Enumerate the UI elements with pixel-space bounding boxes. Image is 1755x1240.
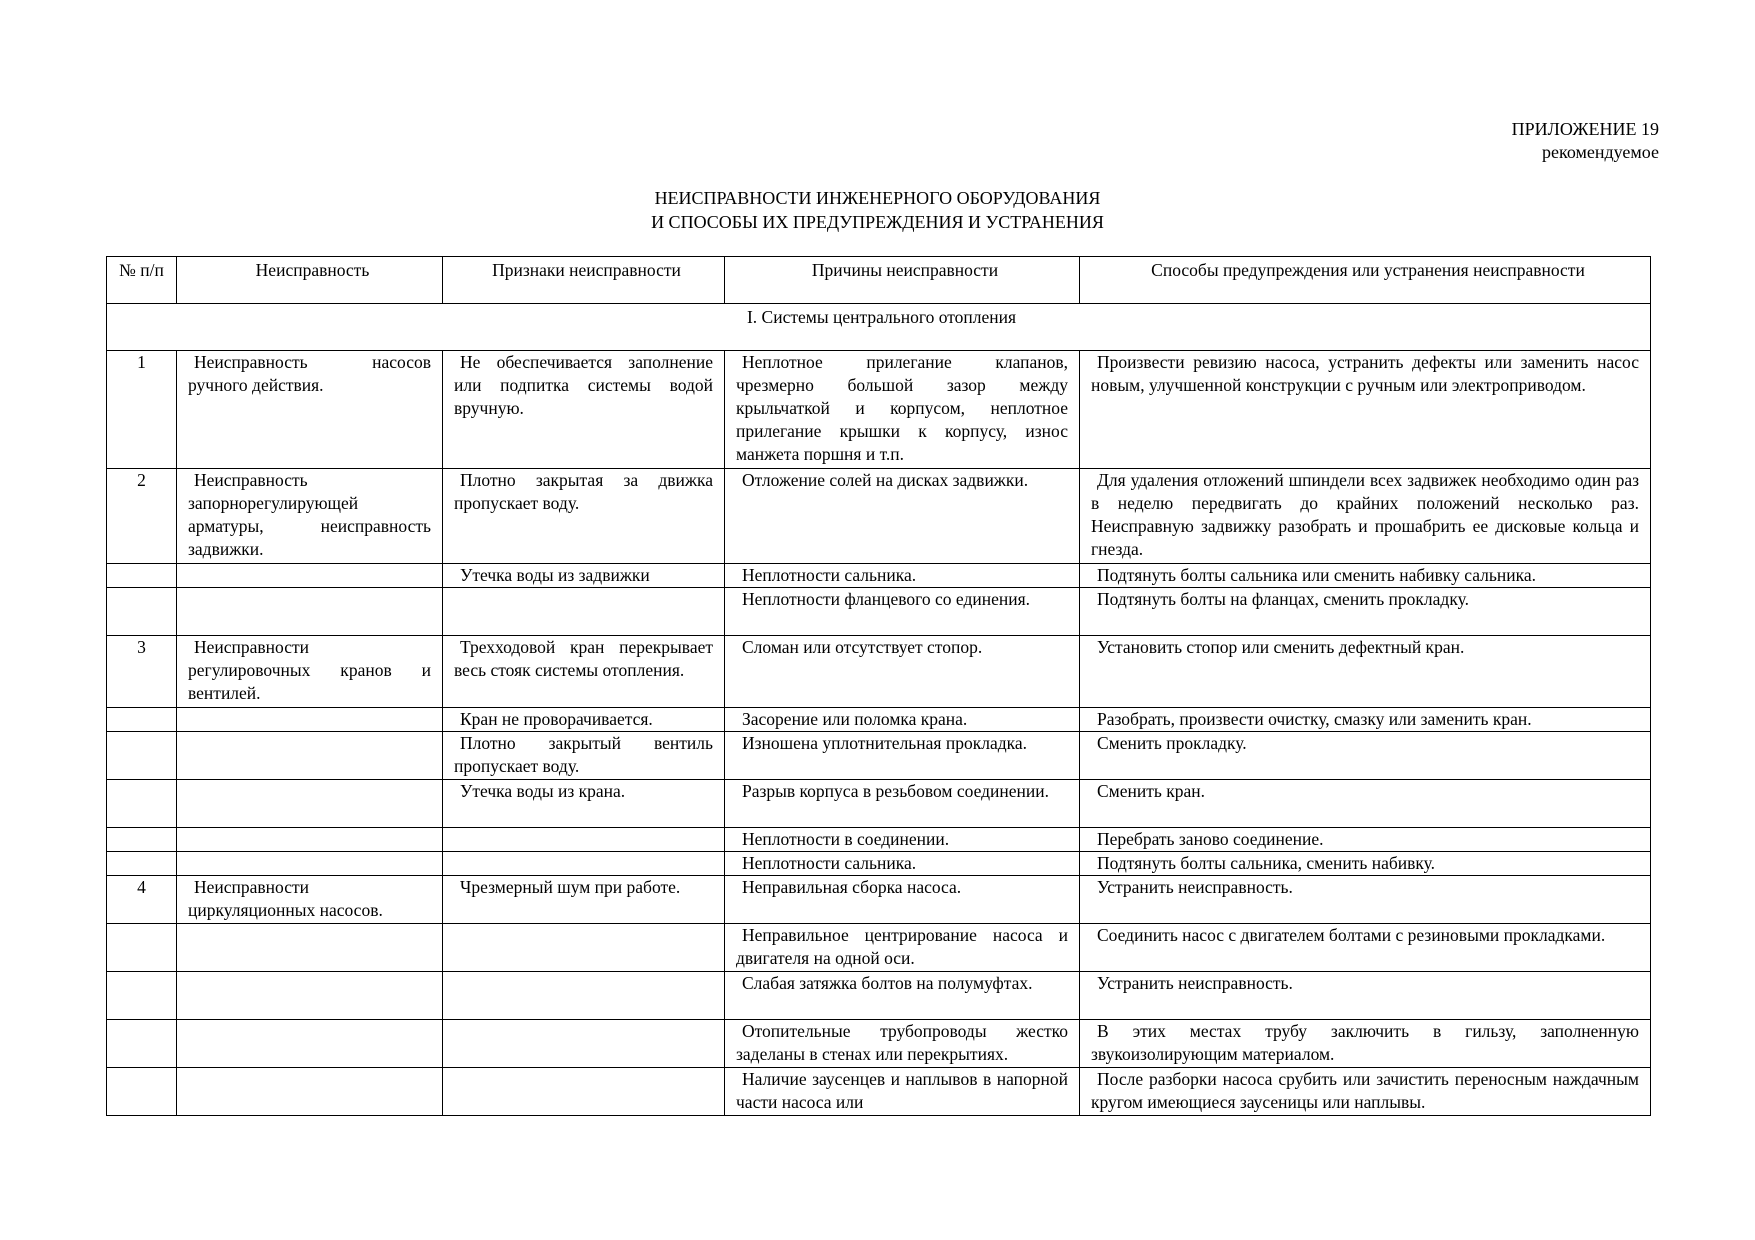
row-num: [107, 708, 177, 732]
table-row: [107, 564, 1651, 588]
header-fault: Неисправность: [177, 257, 443, 304]
row-remedy: Устранить неисправность.: [1080, 876, 1651, 924]
table-row: [107, 708, 1651, 732]
row-fault: [177, 588, 443, 636]
row-fault: Неисправности регулировочных кранов и вентилей.: [177, 636, 443, 708]
table-row: [107, 876, 1651, 924]
row-remedy: Разобрать, произвести очистку, смазку или заменить кран.: [1080, 708, 1651, 732]
row-fault: [177, 1068, 443, 1116]
row-fault: [177, 780, 443, 828]
row-signs: Чрезмерный шум при работе.: [443, 876, 725, 924]
row-remedy: Подтянуть болты на фланцах, сменить прокладку.: [1080, 588, 1651, 636]
row-remedy: Перебрать заново соединение.: [1080, 828, 1651, 852]
row-cause: Неправильное центрирование насоса и двигателя на одной оси.: [725, 924, 1080, 972]
row-num: [107, 972, 177, 1020]
row-signs: [443, 828, 725, 852]
table-row: [107, 588, 1651, 636]
row-cause: Неплотное прилегание клапанов, чрезмерно большой зазор между крыльчаткой и корпусом, неплотное прилегание крышки к корпусу, износ манжета поршня и т.п.: [725, 351, 1080, 469]
row-fault: [177, 924, 443, 972]
row-fault: [177, 708, 443, 732]
table-row: [107, 972, 1651, 1020]
row-remedy: После разборки насоса срубить или зачистить переносным наждачным кругом имеющиеся заусеницы или наплывы.: [1080, 1068, 1651, 1116]
row-num: [107, 732, 177, 780]
row-signs: [443, 924, 725, 972]
table-row: [107, 732, 1651, 780]
row-cause: Неплотности фланцевого со единения.: [725, 588, 1080, 636]
row-cause: Неплотности сальника.: [725, 564, 1080, 588]
row-fault: [177, 564, 443, 588]
header-signs: Признаки неисправности: [443, 257, 725, 304]
table-row: [107, 780, 1651, 828]
row-cause: Изношена уплотнительная прокладка.: [725, 732, 1080, 780]
table-row: [107, 924, 1651, 972]
row-remedy: Для удаления отложений шпиндели всех задвижек необходимо один раз в неделю передвигать до крайних положений несколько раз. Неисправную задвижку разобрать и прошабрить ее дисковые кольца и гнезда.: [1080, 469, 1651, 564]
row-num: [107, 780, 177, 828]
table-row: [107, 1068, 1651, 1116]
row-signs: Не обеспечивается заполнение или подпитка системы водой вручную.: [443, 351, 725, 469]
row-fault: [177, 732, 443, 780]
row-fault: Неисправность насосов ручного действия.: [177, 351, 443, 469]
header-num: № п/п: [107, 257, 177, 304]
row-remedy: Сменить кран.: [1080, 780, 1651, 828]
row-num: [107, 564, 177, 588]
row-signs: Кран не проворачивается.: [443, 708, 725, 732]
appendix-status: рекомендуемое: [1542, 142, 1659, 162]
row-cause: Отложение солей на дисках задвижки.: [725, 469, 1080, 564]
row-num: 4: [107, 876, 177, 924]
table-row: [107, 636, 1651, 708]
row-remedy: Устранить неисправность.: [1080, 972, 1651, 1020]
row-cause: Сломан или отсутствует стопор.: [725, 636, 1080, 708]
row-num: [107, 1068, 177, 1116]
row-remedy: Произвести ревизию насоса, устранить дефекты или заменить насос новым, улучшенной конструкции с ручным или электроприводом.: [1080, 351, 1651, 469]
row-signs: Плотно закрытый вентиль пропускает воду.: [443, 732, 725, 780]
faults-table: [106, 256, 1651, 1116]
row-signs: [443, 1068, 725, 1116]
title-line-2: И СПОСОБЫ ИХ ПРЕДУПРЕЖДЕНИЯ И УСТРАНЕНИЯ: [651, 212, 1104, 232]
row-num: [107, 588, 177, 636]
row-signs: Утечка воды из крана.: [443, 780, 725, 828]
row-cause: Неправильная сборка насоса.: [725, 876, 1080, 924]
row-cause: Неплотности сальника.: [725, 852, 1080, 876]
row-signs: [443, 1020, 725, 1068]
row-remedy: Подтянуть болты сальника, сменить набивку.: [1080, 852, 1651, 876]
row-num: 1: [107, 351, 177, 469]
row-fault: [177, 828, 443, 852]
appendix-header: [1512, 118, 1659, 164]
header-remedies: Способы предупреждения или устранения неисправности: [1080, 257, 1651, 304]
row-signs: Трехходовой кран перекрывает весь стояк системы отопления.: [443, 636, 725, 708]
appendix-label: ПРИЛОЖЕНИЕ 19: [1511, 119, 1659, 139]
row-remedy: Сменить прокладку.: [1080, 732, 1651, 780]
row-fault: [177, 972, 443, 1020]
table-row: [107, 828, 1651, 852]
row-num: [107, 1020, 177, 1068]
row-cause: Засорение или поломка крана.: [725, 708, 1080, 732]
row-num: [107, 852, 177, 876]
row-fault: [177, 852, 443, 876]
row-cause: Неплотности в соединении.: [725, 828, 1080, 852]
row-signs: [443, 972, 725, 1020]
row-cause: Слабая затяжка болтов на полумуфтах.: [725, 972, 1080, 1020]
row-num: 2: [107, 469, 177, 564]
table-row: [107, 351, 1651, 469]
row-cause: Разрыв корпуса в резьбовом соединении.: [725, 780, 1080, 828]
row-remedy: Подтянуть болты сальника или сменить набивку сальника.: [1080, 564, 1651, 588]
section-title: I. Системы центрального отопления: [107, 304, 1651, 351]
header-causes: Причины неисправности: [725, 257, 1080, 304]
table-header-row: [107, 257, 1651, 304]
row-remedy: Соединить насос с двигателем болтами с резиновыми прокладками.: [1080, 924, 1651, 972]
table-row: [107, 1020, 1651, 1068]
row-cause: Отопительные трубопроводы жестко заделаны в стенах или перекрытиях.: [725, 1020, 1080, 1068]
row-cause: Наличие заусенцев и наплывов в напорной части насоса или: [725, 1068, 1080, 1116]
row-fault: Неисправность запорнорегулирующей арматуры, неисправность задвижки.: [177, 469, 443, 564]
row-signs: Утечка воды из задвижки: [443, 564, 725, 588]
row-num: [107, 924, 177, 972]
table-row: [107, 852, 1651, 876]
row-num: [107, 828, 177, 852]
row-signs: [443, 852, 725, 876]
document-title: [0, 186, 1755, 234]
row-signs: [443, 588, 725, 636]
table-row: [107, 469, 1651, 564]
row-fault: [177, 1020, 443, 1068]
row-fault: Неисправности циркуляционных насосов.: [177, 876, 443, 924]
row-remedy: В этих местах трубу заключить в гильзу, заполненную звукоизолирующим материалом.: [1080, 1020, 1651, 1068]
row-signs: Плотно закрытая за движка пропускает воду.: [443, 469, 725, 564]
row-num: 3: [107, 636, 177, 708]
title-line-1: НЕИСПРАВНОСТИ ИНЖЕНЕРНОГО ОБОРУДОВАНИЯ: [654, 188, 1101, 208]
row-remedy: Установить стопор или сменить дефектный кран.: [1080, 636, 1651, 708]
section-row: [107, 304, 1651, 351]
